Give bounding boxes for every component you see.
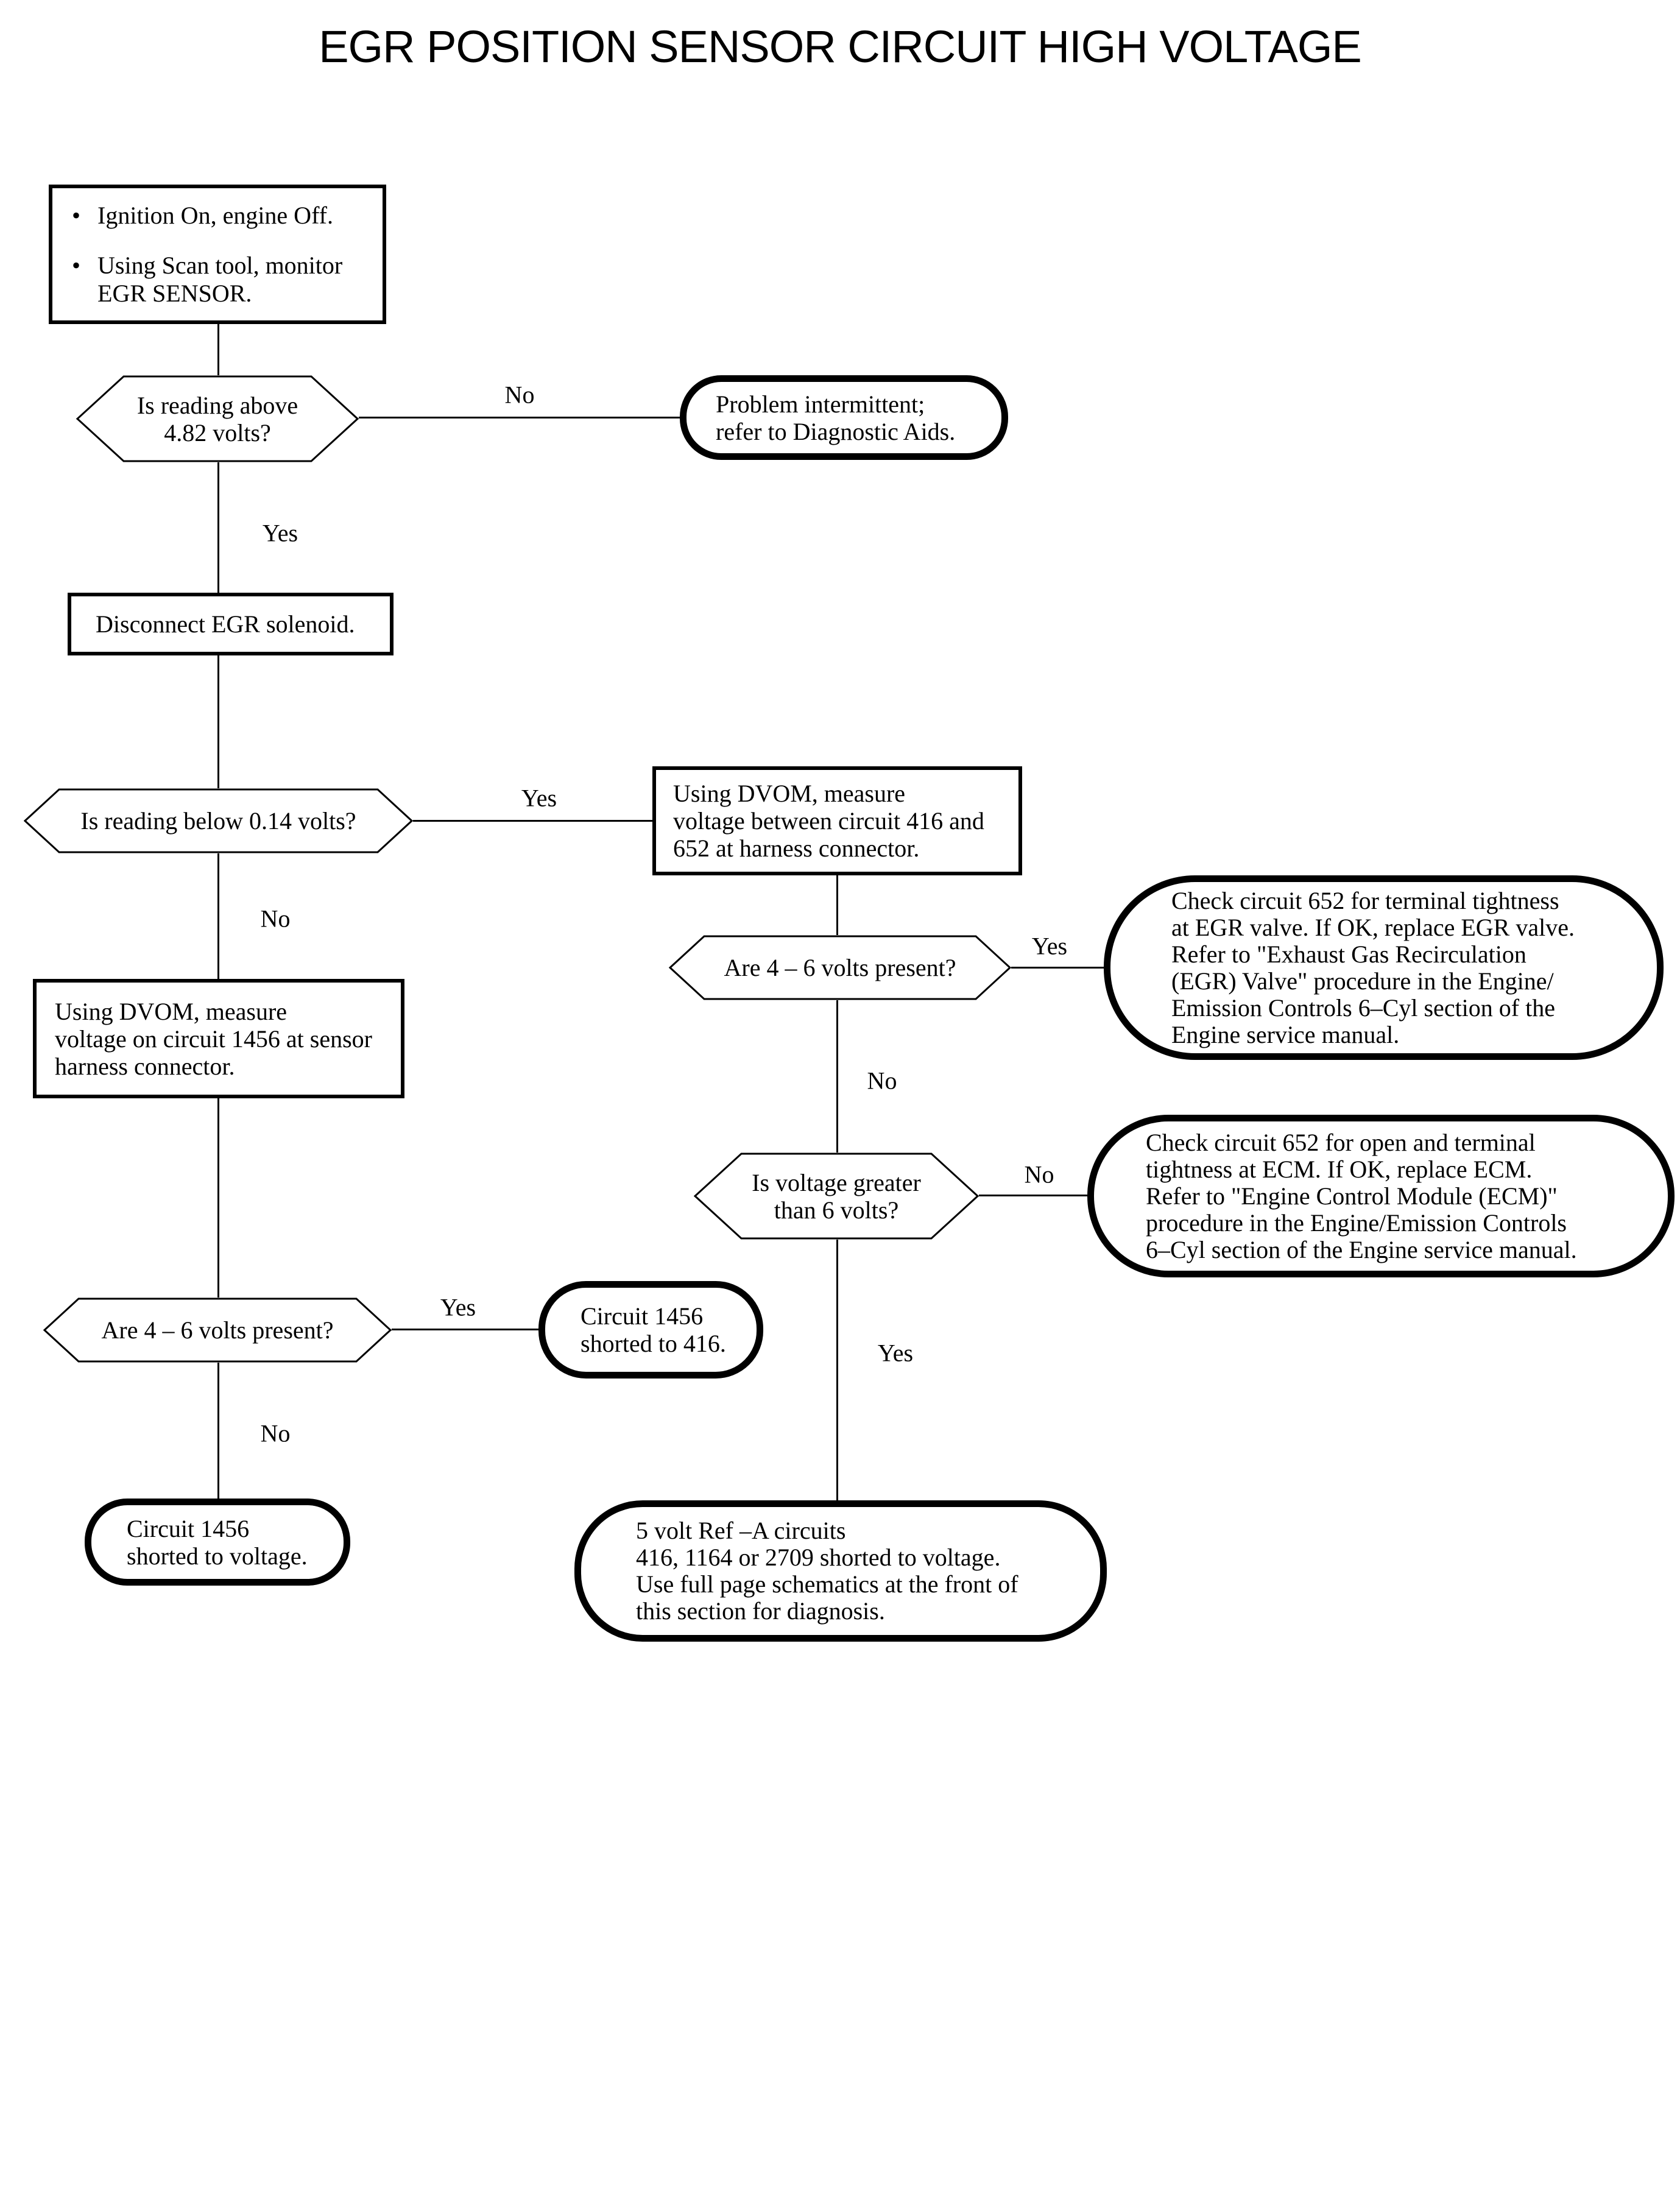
terminal-1456-shorted-voltage: Circuit 1456 shorted to voltage. <box>85 1499 350 1586</box>
decision-46-present-mid: Are 4 – 6 volts present? <box>669 935 1011 1000</box>
bullet-icon: • <box>72 251 81 279</box>
terminal-5volt-ref: 5 volt Ref –A circuits 416, 1164 or 2709 shorted to voltage. Use full page schematics at the front of this section for diagnosis. <box>574 1500 1107 1642</box>
terminal-check-652-egr-valve: Check circuit 652 for terminal tightness at EGR valve. If OK, replace EGR valve. Refer to "Exhaust Gas Recirculation (EGR) Valve" procedure in the Engine/ Emission Controls 6–Cyl section of the Engine service manual. <box>1104 875 1664 1060</box>
process-start <box>49 185 386 324</box>
connector-vertical <box>836 875 838 935</box>
edge-label-no: No <box>1024 1160 1054 1188</box>
connector-vertical <box>217 655 219 788</box>
bullet-item: • Using Scan tool, monitor EGR SENSOR. <box>72 251 343 307</box>
bullet-item: • Ignition On, engine Off. <box>72 201 333 229</box>
process-dvom-416-652: Using DVOM, measure voltage between circuit 416 and 652 at harness connector. <box>652 766 1022 875</box>
decision-reading-above: Is reading above 4.82 volts? <box>76 375 359 462</box>
decision-greater-6: Is voltage greater than 6 volts? <box>694 1153 979 1240</box>
edge-label-yes: Yes <box>1031 932 1068 960</box>
connector-horizontal <box>413 820 652 822</box>
terminal-check-652-ecm: Check circuit 652 for open and terminal tightness at ECM. If OK, replace ECM. Refer to "Engine Control Module (ECM)" procedure in the Engine/Emission Controls 6–Cyl section of the Engine service manual. <box>1087 1115 1675 1277</box>
edge-label-yes: Yes <box>440 1293 476 1321</box>
terminal-problem-intermittent: Problem intermittent; refer to Diagnostic Aids. <box>680 375 1008 460</box>
connector-vertical <box>217 1363 219 1499</box>
decision-46-present-left: Are 4 – 6 volts present? <box>43 1297 392 1363</box>
connector-vertical <box>836 1240 838 1500</box>
connector-vertical <box>217 853 219 979</box>
edge-label-yes: Yes <box>521 784 557 812</box>
connector-vertical <box>836 1000 838 1153</box>
edge-label-no: No <box>504 381 535 409</box>
connector-horizontal <box>979 1195 1087 1196</box>
bullet-icon: • <box>72 201 81 229</box>
edge-label-yes: Yes <box>262 519 298 547</box>
connector-vertical <box>217 1098 219 1297</box>
edge-label-no: No <box>260 1419 291 1447</box>
terminal-1456-shorted-416: Circuit 1456 shorted to 416. <box>538 1281 763 1379</box>
process-disconnect-egr: Disconnect EGR solenoid. <box>68 593 394 655</box>
page-title: EGR POSITION SENSOR CIRCUIT HIGH VOLTAGE <box>319 21 1361 72</box>
process-dvom-1456: Using DVOM, measure voltage on circuit 1456 at sensor harness connector. <box>33 979 404 1098</box>
connector-horizontal <box>392 1329 538 1330</box>
edge-label-yes: Yes <box>877 1339 914 1367</box>
edge-label-no: No <box>260 905 291 933</box>
edge-label-no: No <box>867 1067 897 1095</box>
connector-vertical <box>217 462 219 593</box>
decision-reading-below: Is reading below 0.14 volts? <box>24 788 413 853</box>
connector-horizontal <box>359 417 680 418</box>
connector-vertical <box>217 324 219 375</box>
connector-horizontal <box>1011 967 1104 969</box>
